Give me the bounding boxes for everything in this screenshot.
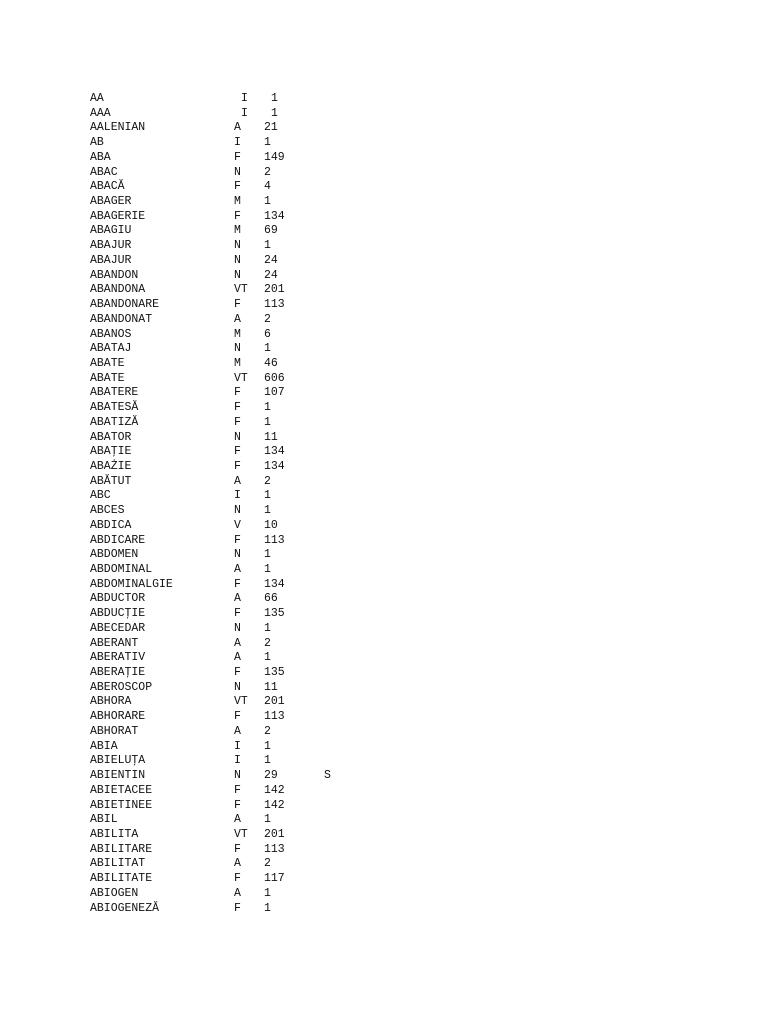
- entry-word: ABAŢIE: [90, 445, 132, 459]
- word-entry-row: [90, 460, 490, 475]
- entry-number: 1: [264, 489, 271, 503]
- entry-word: ABAGIU: [90, 224, 132, 238]
- entry-number: 113: [264, 842, 285, 856]
- entry-number: 11: [264, 680, 278, 694]
- entry-number: 1: [264, 739, 271, 753]
- entry-word: ABAJUR: [90, 239, 132, 253]
- entry-word: ABC: [90, 489, 111, 503]
- entry-word: ABIETINEE: [90, 798, 153, 812]
- entry-number: 113: [264, 533, 285, 547]
- entry-word: ABCES: [90, 504, 125, 518]
- entry-word: ABAGER: [90, 195, 132, 209]
- entry-word: ABIENTIN: [90, 769, 146, 783]
- entry-type: M: [234, 356, 241, 370]
- entry-word: ABDOMINALGIE: [90, 577, 173, 591]
- entry-word: ABATIZĂ: [90, 415, 139, 429]
- entry-word: ABAC: [90, 165, 118, 179]
- word-entry-row: [90, 857, 490, 872]
- entry-word: AALENIAN: [90, 121, 146, 135]
- entry-word: ABERANT: [90, 636, 139, 650]
- entry-number: 21: [264, 121, 278, 135]
- entry-type: F: [234, 180, 241, 194]
- entry-word: ABATOR: [90, 430, 132, 444]
- word-entry-row: [90, 210, 490, 225]
- entry-word: ABANOS: [90, 327, 132, 341]
- entry-type: N: [234, 165, 241, 179]
- word-entry-row: [90, 799, 490, 814]
- entry-word: ABHORARE: [90, 710, 146, 724]
- word-entry-row: [90, 489, 490, 504]
- entry-type: F: [234, 577, 241, 591]
- entry-number: 201: [264, 283, 285, 297]
- entry-number: 1: [264, 401, 271, 415]
- entry-type: M: [234, 224, 241, 238]
- entry-word: ABILITAT: [90, 857, 146, 871]
- entry-word: ABERATIV: [90, 651, 146, 665]
- entry-number: 2: [264, 165, 271, 179]
- word-entry-row: [90, 637, 490, 652]
- entry-number: 606: [264, 371, 285, 385]
- entry-type: A: [234, 857, 241, 871]
- word-entry-row: [90, 887, 490, 902]
- entry-number: 1: [264, 563, 271, 576]
- word-entry-row: [90, 416, 490, 431]
- entry-number: 135: [264, 607, 285, 621]
- word-entry-row: [90, 725, 490, 740]
- word-entry-row: [90, 519, 490, 534]
- entry-number: 134: [264, 209, 285, 223]
- word-entry-row: [90, 224, 490, 239]
- entry-number: 46: [264, 356, 278, 370]
- entry-word: AA: [90, 92, 104, 105]
- entry-type: M: [234, 327, 241, 341]
- entry-word: ABATE: [90, 356, 125, 370]
- entry-type: F: [234, 901, 241, 915]
- word-entry-row: [90, 813, 490, 828]
- entry-word: ABILITA: [90, 827, 139, 841]
- entry-word: ABAJUR: [90, 253, 132, 267]
- word-entry-row: [90, 92, 490, 107]
- entry-type: F: [234, 445, 241, 459]
- entry-word: ABATAJ: [90, 342, 132, 356]
- entry-word: ABANDONAT: [90, 312, 153, 326]
- word-entry-row: [90, 504, 490, 519]
- entry-word: ABERAŢIE: [90, 666, 146, 680]
- entry-word: ABANDONARE: [90, 298, 160, 312]
- entry-type: A: [234, 636, 241, 650]
- entry-type: A: [234, 724, 241, 738]
- word-entry-row: [90, 151, 490, 166]
- entry-word: AAA: [90, 106, 111, 120]
- word-entry-row: [90, 769, 490, 784]
- entry-type: N: [234, 680, 241, 694]
- entry-type: A: [234, 592, 241, 606]
- word-entry-row: [90, 475, 490, 490]
- entry-number: 134: [264, 459, 285, 473]
- entry-word: AB: [90, 136, 104, 150]
- entry-number: 10: [264, 518, 278, 532]
- entry-number: 1: [264, 504, 271, 518]
- entry-number: 113: [264, 298, 285, 312]
- entry-number: 24: [264, 253, 278, 267]
- entry-number: 1: [271, 92, 278, 105]
- word-entry-row: [90, 548, 490, 563]
- entry-word: ABANDON: [90, 268, 139, 282]
- entry-type: F: [234, 783, 241, 797]
- word-entry-row: [90, 784, 490, 799]
- entry-word: ABĂTUT: [90, 474, 132, 488]
- entry-word: ABEROSCOP: [90, 680, 153, 694]
- word-entry-row: [90, 195, 490, 210]
- entry-word: ABATESĂ: [90, 401, 139, 415]
- word-entry-row: [90, 401, 490, 416]
- entry-type: A: [234, 312, 241, 326]
- word-entry-row: [90, 622, 490, 637]
- entry-word: ABDUCŢIE: [90, 607, 146, 621]
- entry-extra: S: [324, 769, 331, 783]
- word-entry-row: [90, 386, 490, 401]
- word-entry-row: [90, 328, 490, 343]
- entry-number: 201: [264, 827, 285, 841]
- entry-number: 134: [264, 577, 285, 591]
- entry-word: ABHORAT: [90, 724, 139, 738]
- word-entry-row: [90, 239, 490, 254]
- word-entry-row: [90, 666, 490, 681]
- entry-number: 1: [264, 548, 271, 562]
- entry-type: N: [234, 548, 241, 562]
- word-entry-row: [90, 578, 490, 593]
- entry-word: ABAŻIE: [90, 459, 132, 473]
- entry-number: 6: [264, 327, 271, 341]
- word-entry-row: [90, 445, 490, 460]
- entry-word: ABECEDAR: [90, 621, 146, 635]
- entry-type: A: [234, 886, 241, 900]
- word-entry-row: [90, 754, 490, 769]
- word-entry-row: [90, 107, 490, 122]
- entry-word: ABACĂ: [90, 180, 125, 194]
- entry-number: 29: [264, 769, 278, 783]
- word-entry-row: [90, 534, 490, 549]
- entry-number: 142: [264, 798, 285, 812]
- word-entry-row: [90, 843, 490, 858]
- word-entry-row: [90, 166, 490, 181]
- entry-word: ABILITATE: [90, 872, 153, 886]
- entry-word: ABIL: [90, 813, 118, 827]
- entry-word: ABATERE: [90, 386, 139, 400]
- entry-type: N: [234, 253, 241, 267]
- word-entry-row: [90, 681, 490, 696]
- entry-number: 2: [264, 636, 271, 650]
- entry-number: 201: [264, 695, 285, 709]
- entry-type: N: [234, 239, 241, 253]
- entry-word: ABIOGEN: [90, 886, 139, 900]
- entry-word: ABANDONA: [90, 283, 146, 297]
- entry-type: VT: [234, 371, 248, 385]
- word-entry-row: [90, 121, 490, 136]
- entry-type: F: [234, 607, 241, 621]
- entry-number: 69: [264, 224, 278, 238]
- entry-type: I: [241, 106, 248, 120]
- entry-type: F: [234, 459, 241, 473]
- entry-number: 135: [264, 666, 285, 680]
- entry-number: 66: [264, 592, 278, 606]
- entry-type: A: [234, 813, 241, 827]
- entry-number: 1: [264, 136, 271, 150]
- entry-type: F: [234, 798, 241, 812]
- word-entry-row: [90, 136, 490, 151]
- entry-number: 1: [264, 754, 271, 768]
- entry-word: ABHORA: [90, 695, 132, 709]
- entry-type: I: [234, 754, 241, 768]
- entry-type: A: [234, 651, 241, 665]
- entry-number: 2: [264, 857, 271, 871]
- word-entry-row: [90, 180, 490, 195]
- word-entry-row: [90, 607, 490, 622]
- entry-type: F: [234, 710, 241, 724]
- entry-word: ABATE: [90, 371, 125, 385]
- word-entry-row: [90, 313, 490, 328]
- entry-number: 1: [264, 415, 271, 429]
- entry-word: ABDICA: [90, 518, 132, 532]
- entry-word: ABIA: [90, 739, 118, 753]
- entry-number: 11: [264, 430, 278, 444]
- word-entry-row: [90, 431, 490, 446]
- word-entry-row: [90, 269, 490, 284]
- entry-type: V: [234, 518, 241, 532]
- entry-type: N: [234, 342, 241, 356]
- entry-word: ABDOMINAL: [90, 563, 153, 576]
- entry-type: A: [234, 563, 241, 576]
- entry-type: F: [234, 842, 241, 856]
- word-entry-row: [90, 592, 490, 607]
- entry-type: F: [234, 533, 241, 547]
- word-entry-row: [90, 828, 490, 843]
- entry-number: 1: [264, 901, 271, 915]
- word-entry-row: [90, 357, 490, 372]
- entry-number: 113: [264, 710, 285, 724]
- entry-number: 1: [264, 195, 271, 209]
- entry-type: F: [234, 415, 241, 429]
- entry-type: N: [234, 769, 241, 783]
- entry-word: ABDICARE: [90, 533, 146, 547]
- word-entry-row: [90, 902, 490, 917]
- word-entry-row: [90, 710, 490, 725]
- entry-number: 1: [271, 106, 278, 120]
- entry-type: I: [234, 136, 241, 150]
- entry-number: 149: [264, 150, 285, 164]
- word-list: [90, 92, 490, 916]
- entry-type: A: [234, 474, 241, 488]
- word-entry-row: [90, 372, 490, 387]
- entry-number: 1: [264, 621, 271, 635]
- entry-number: 1: [264, 651, 271, 665]
- entry-type: N: [234, 504, 241, 518]
- entry-type: I: [241, 92, 248, 105]
- entry-word: ABDOMEN: [90, 548, 139, 562]
- word-entry-row: [90, 872, 490, 887]
- entry-type: VT: [234, 695, 248, 709]
- entry-word: ABA: [90, 150, 111, 164]
- entry-type: F: [234, 150, 241, 164]
- entry-type: F: [234, 386, 241, 400]
- entry-number: 1: [264, 239, 271, 253]
- entry-number: 1: [264, 886, 271, 900]
- entry-number: 142: [264, 783, 285, 797]
- entry-type: I: [234, 489, 241, 503]
- entry-word: ABIETACEE: [90, 783, 153, 797]
- entry-type: F: [234, 298, 241, 312]
- entry-type: F: [234, 666, 241, 680]
- entry-number: 107: [264, 386, 285, 400]
- entry-number: 24: [264, 268, 278, 282]
- entry-number: 1: [264, 813, 271, 827]
- entry-number: 2: [264, 474, 271, 488]
- entry-word: ABILITARE: [90, 842, 153, 856]
- word-entry-row: [90, 651, 490, 666]
- word-entry-row: [90, 283, 490, 298]
- entry-type: M: [234, 195, 241, 209]
- entry-type: N: [234, 268, 241, 282]
- entry-type: VT: [234, 283, 248, 297]
- word-entry-row: [90, 254, 490, 269]
- entry-number: 2: [264, 724, 271, 738]
- entry-type: F: [234, 209, 241, 223]
- word-entry-row: [90, 563, 490, 578]
- entry-type: A: [234, 121, 241, 135]
- entry-type: I: [234, 739, 241, 753]
- entry-type: F: [234, 401, 241, 415]
- entry-type: F: [234, 872, 241, 886]
- entry-number: 4: [264, 180, 271, 194]
- entry-word: ABIOGENEZĂ: [90, 901, 160, 915]
- entry-number: 134: [264, 445, 285, 459]
- entry-number: 117: [264, 872, 285, 886]
- entry-number: 2: [264, 312, 271, 326]
- entry-type: N: [234, 621, 241, 635]
- entry-type: VT: [234, 827, 248, 841]
- word-entry-row: [90, 298, 490, 313]
- entry-type: N: [234, 430, 241, 444]
- entry-word: ABDUCTOR: [90, 592, 146, 606]
- entry-number: 1: [264, 342, 271, 356]
- entry-word: ABIELUŢA: [90, 754, 146, 768]
- word-entry-row: [90, 740, 490, 755]
- entry-word: ABAGERIE: [90, 209, 146, 223]
- word-entry-row: [90, 695, 490, 710]
- word-entry-row: [90, 342, 490, 357]
